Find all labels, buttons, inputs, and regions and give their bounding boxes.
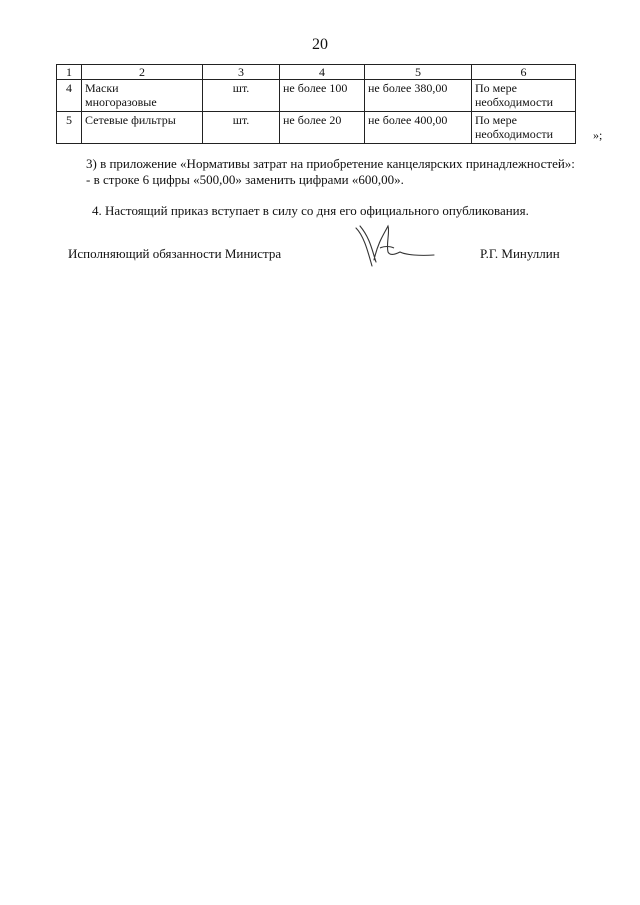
unit-cell: шт. — [203, 80, 280, 112]
signer-name: Р.Г. Минуллин — [480, 246, 560, 261]
paragraph-item-3: 3) в приложение «Нормативы затрат на приобретение канцелярских принадлежностей»: — [86, 156, 575, 171]
table-row — [57, 80, 576, 112]
item-name-line: многоразовые — [85, 95, 157, 109]
header-cell: 6 — [472, 65, 576, 80]
header-cell: 1 — [57, 65, 82, 80]
period-line: По мере — [475, 113, 517, 127]
handwritten-signature — [350, 222, 440, 270]
table-header-row — [57, 65, 576, 80]
paragraph-item-3-sub: - в строке 6 цифры «500,00» заменить цифрами «600,00». — [86, 172, 404, 187]
page-number: 20 — [312, 36, 328, 53]
signer-title: Исполняющий обязанности Министра — [68, 246, 282, 261]
quantity-cell: не более 20 — [280, 112, 365, 144]
header-cell: 5 — [365, 65, 472, 80]
quantity-cell: не более 100 — [280, 80, 365, 112]
period-line: По мере — [475, 81, 517, 95]
header-cell: 2 — [82, 65, 203, 80]
period-line: необходимости — [475, 95, 554, 109]
item-name-line: Маски — [85, 81, 119, 95]
unit-cell: шт. — [203, 112, 280, 144]
price-cell: не более 400,00 — [365, 112, 472, 144]
item-name-line: Сетевые фильтры — [85, 113, 176, 127]
paragraph-item-4: 4. Настоящий приказ вступает в силу со дня его официального опубликования. — [92, 203, 529, 218]
period-line: необходимости — [475, 127, 554, 141]
price-cell: не более 380,00 — [365, 80, 472, 112]
table-row — [57, 112, 576, 144]
row-number: 4 — [57, 80, 82, 112]
header-cell: 3 — [203, 65, 280, 80]
header-cell: 4 — [280, 65, 365, 80]
item-name — [82, 112, 203, 144]
row-number: 5 — [57, 112, 82, 144]
period-cell — [472, 80, 576, 112]
closing-quote: »; — [593, 128, 603, 142]
norms-table — [56, 64, 576, 144]
item-name — [82, 80, 203, 112]
period-cell — [472, 112, 576, 144]
